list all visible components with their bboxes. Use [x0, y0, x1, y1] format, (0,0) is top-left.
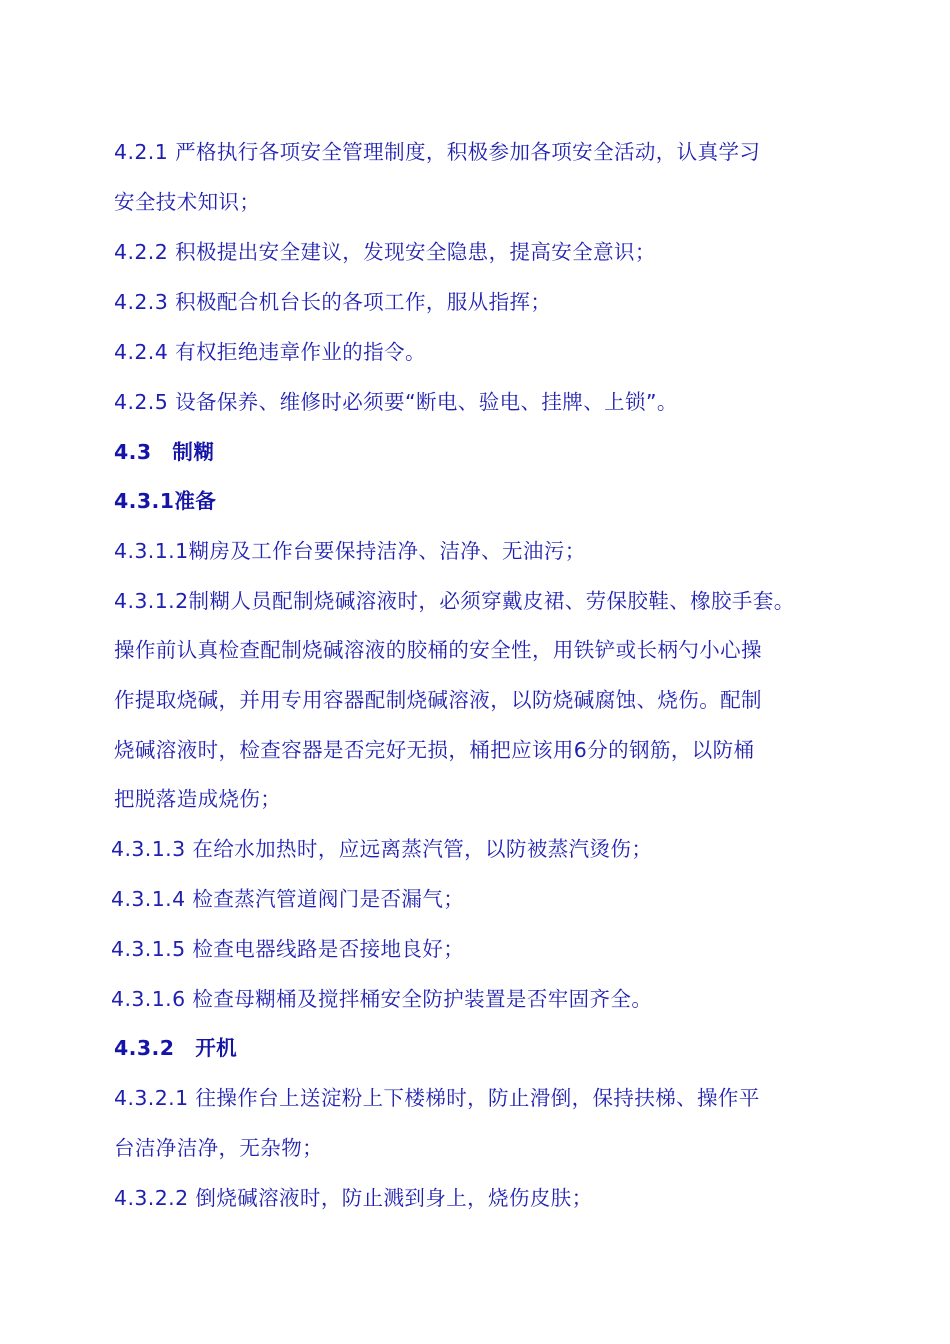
text-line-4-3-1-2-cont-3: 烧碱溶液时，检查容器是否完好无损，桶把应该用6分的钢筋，以防桶: [114, 738, 755, 762]
text-line-4-2-2: 4.2.2 积极提出安全建议，发现安全隐患，提高安全意识；: [114, 240, 656, 264]
text-line-4-3-2-2: 4.3.2.2 倒烧碱溶液时，防止溅到身上，烧伤皮肤；: [114, 1186, 593, 1210]
section-heading-4-3: 4.3 制糊: [114, 440, 215, 464]
text-line-4-2-1-cont: 安全技术知识；: [114, 190, 261, 214]
text-line-4-3-2-1: 4.3.2.1 往操作台上送淀粉上下楼梯时，防止滑倒，保持扶梯、操作平: [114, 1086, 760, 1110]
section-heading-4-3-1: 4.3.1准备: [114, 489, 217, 513]
text-line-4-3-1-2-cont-4: 把脱落造成烧伤；: [114, 787, 282, 811]
text-line-4-3-1-3: 4.3.1.3 在给水加热时，应远离蒸汽管，以防被蒸汽烫伤；: [111, 837, 653, 861]
text-line-4-3-2-1-cont: 台洁净洁净，无杂物；: [114, 1136, 323, 1160]
text-line-4-3-1-2: 4.3.1.2制糊人员配制烧碱溶液时，必须穿戴皮裙、劳保胶鞋、橡胶手套。: [114, 589, 795, 613]
text-line-4-3-1-1: 4.3.1.1糊房及工作台要保持洁净、洁净、无油污；: [114, 539, 586, 563]
text-line-4-2-1: 4.2.1 严格执行各项安全管理制度，积极参加各项安全活动，认真学习: [114, 140, 761, 164]
text-line-4-2-4: 4.2.4 有权拒绝违章作业的指令。: [114, 340, 426, 364]
text-line-4-3-1-2-cont-2: 作提取烧碱，并用专用容器配制烧碱溶液，以防烧碱腐蚀、烧伤。配制: [114, 688, 762, 712]
section-heading-4-3-2: 4.3.2 开机: [114, 1036, 238, 1060]
text-line-4-3-1-4: 4.3.1.4 检查蒸汽管道阀门是否漏气；: [111, 887, 465, 911]
text-line-4-2-3: 4.2.3 积极配合机台长的各项工作，服从指挥；: [114, 290, 552, 314]
text-line-4-3-1-5: 4.3.1.5 检查电器线路是否接地良好；: [111, 937, 465, 961]
text-line-4-3-1-6: 4.3.1.6 检查母糊桶及搅拌桶安全防护装置是否牢固齐全。: [111, 987, 653, 1011]
text-line-4-2-5: 4.2.5 设备保养、维修时必须要“断电、验电、挂牌、上锁”。: [114, 390, 678, 414]
text-line-4-3-1-2-cont-1: 操作前认真检查配制烧碱溶液的胶桶的安全性，用铁铲或长柄勺小心操: [114, 638, 762, 662]
